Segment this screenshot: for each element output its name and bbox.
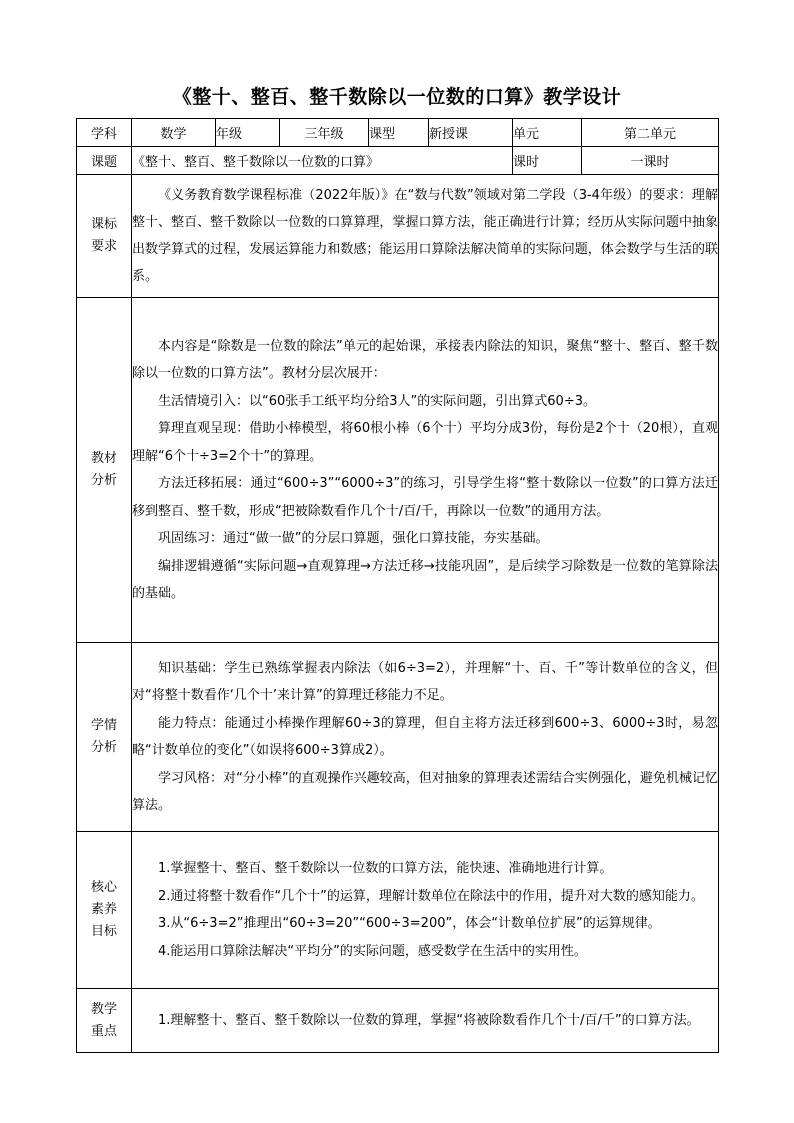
goals-label xyxy=(77,832,132,989)
textbook-paragraph: 巩固练习：通过“做一做”的分层口算题，强化口算技能，夯实基础。 xyxy=(158,531,549,546)
goals-content xyxy=(132,832,719,989)
goals-label-line: 核心 xyxy=(90,880,117,895)
row-goals xyxy=(77,832,719,989)
standards-label-line: 要求 xyxy=(90,239,117,254)
topic-label: 课题 xyxy=(77,147,132,175)
key-points-label-line: 教学 xyxy=(90,1001,117,1017)
type-value: 新授课 xyxy=(429,119,513,147)
learners-label xyxy=(77,643,132,832)
textbook-paragraph: 本内容是“除数是一位数的除法”单元的起始课，承接表内除法的知识，聚焦“整十、整百、整千数除以一位数的口算方法”。教材分层次展开： xyxy=(132,338,718,381)
row-key-points xyxy=(77,989,719,1053)
hours-label: 课时 xyxy=(513,147,582,175)
subject-label: 学科 xyxy=(77,119,132,147)
key-points-content xyxy=(132,989,719,1053)
learners-content xyxy=(132,643,719,832)
learners-label-line: 分析 xyxy=(90,740,117,755)
standards-label xyxy=(77,175,132,298)
key-points-label-line: 重点 xyxy=(90,1023,117,1039)
type-label: 课型 xyxy=(369,119,429,147)
learners-label-line: 学情 xyxy=(90,718,117,733)
goal-item: 3.从“6÷3=2”推理出“60÷3=20”“600÷3=200”，体会“计数单位扩展”的运算规律。 xyxy=(158,916,661,931)
row-learners xyxy=(77,643,719,832)
textbook-label-line: 分析 xyxy=(90,473,117,488)
learners-paragraph: 知识基础：学生已熟练掌握表内除法（如6÷3=2），并理解“十、百、千”等计数单位的含义，但对“将整十数看作‘几个十’来计算”的算理迁移能力不足。 xyxy=(132,660,718,703)
goals-label-line: 目标 xyxy=(90,924,117,939)
standards-paragraph: 《义务教育数学课程标准（2022年版）》在“数与代数”领域对第二学段（3-4年级）的要求：理解整十、整百、整千数除以一位数的口算算理，掌握口算方法，能正确进行计算；经历从实际问题中抽象出数学算式的过程，发展运算能力和数感；能运用口算除法解决简单的实际问题，体会数学与生活的联系。 xyxy=(132,188,718,284)
goal-item: 4.能运用口算除法解决“平均分”的实际问题，感受数学在生活中的实用性。 xyxy=(158,943,587,959)
hours-value: 一课时 xyxy=(582,147,719,175)
textbook-paragraph: 编排逻辑遵循“实际问题→直观算理→方法迁移→技能巩固”，是后续学习除数是一位数的笔算除法的基础。 xyxy=(132,558,718,601)
unit-value: 第二单元 xyxy=(582,119,719,147)
row-standards xyxy=(77,175,719,298)
textbook-paragraph: 算理直观呈现：借助小棒模型，将60根小棒（6个十）平均分成3份，每份是2个十（20根），直观理解“6个十÷3=2个十”的算理。 xyxy=(132,421,718,464)
goal-item: 2.通过将整十数看作“几个十”的运算，理解计数单位在除法中的作用，提升对大数的感知能力。 xyxy=(158,888,704,904)
textbook-paragraph: 生活情境引入：以“60张手工纸平均分给3人”的实际问题，引出算式60÷3。 xyxy=(158,393,596,409)
textbook-paragraph: 方法迁移拓展：通过“600÷3”“6000÷3”的练习，引导学生将“整十数除以一位数”的口算方法迁移到整百、整千数，形成“把被除数看作几个十/百/千，再除以一位数”的通用方法。 xyxy=(132,476,718,519)
goals-label-line: 素养 xyxy=(90,902,117,917)
textbook-label xyxy=(77,298,132,643)
lesson-plan-table xyxy=(76,118,719,1053)
textbook-content xyxy=(132,298,719,643)
standards-label-line: 课标 xyxy=(90,217,117,232)
key-point-item: 1.理解整十、整百、整千数除以一位数的算理，掌握“将被除数看作几个十/百/千”的口算方法。 xyxy=(158,1012,700,1028)
row-textbook xyxy=(77,298,719,643)
textbook-label-line: 教材 xyxy=(90,451,117,466)
grade-label: 年级 xyxy=(216,119,280,147)
info-row-topic xyxy=(77,147,719,175)
goal-item: 1.掌握整十、整百、整千数除以一位数的口算方法，能快速、准确地进行计算。 xyxy=(158,861,613,876)
unit-label: 单元 xyxy=(513,119,582,147)
topic-value: 《整十、整百、整千数除以一位数的口算》 xyxy=(132,147,513,175)
info-row-subject xyxy=(77,119,719,147)
learners-paragraph: 学习风格：对“分小棒”的直观操作兴趣较高，但对抽象的算理表述需结合实例强化，避免机械记忆算法。 xyxy=(132,770,718,813)
standards-content xyxy=(132,175,719,298)
document-title: 《整十、整百、整千数除以一位数的口算》教学设计 xyxy=(172,86,622,108)
grade-value: 三年级 xyxy=(280,119,369,147)
learners-paragraph: 能力特点：能通过小棒操作理解60÷3的算理，但自主将方法迁移到600÷3、6000÷3时，易忽略“计数单位的变化”（如误将600÷3算成2）。 xyxy=(132,715,718,758)
subject-value: 数学 xyxy=(132,119,216,147)
key-points-label xyxy=(77,989,132,1053)
